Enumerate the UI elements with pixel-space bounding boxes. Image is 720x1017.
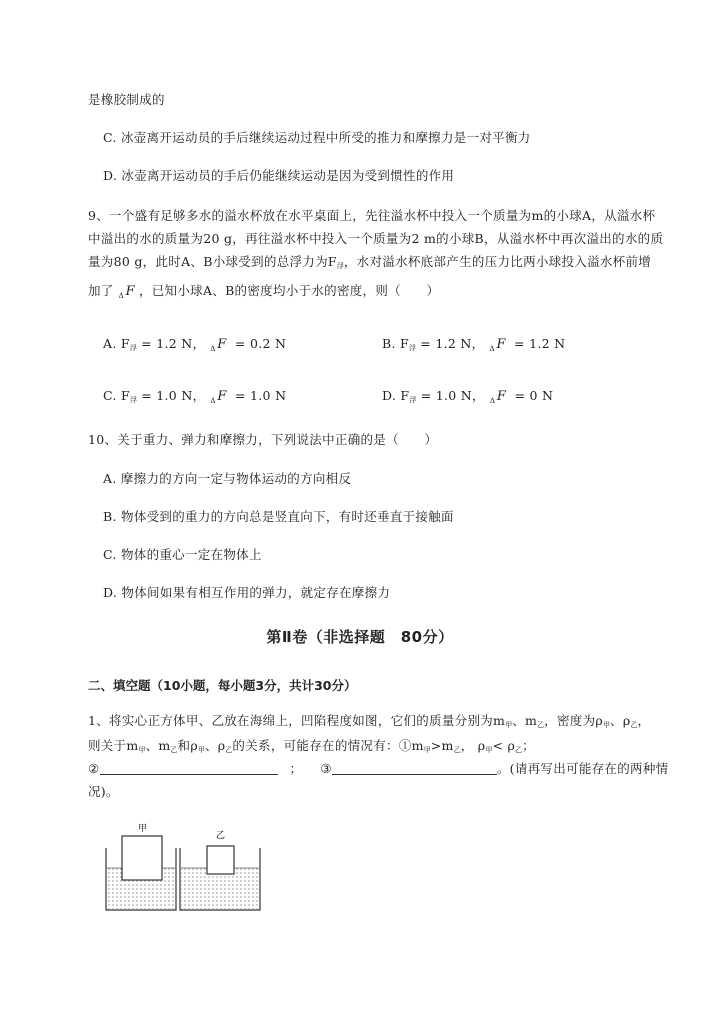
q9-option-a: A. $F_浮 = 1.2$ N， Δ F = 0.2 N xyxy=(103,336,287,353)
q9-line-1: 9、一个盛有足够多水的溢水杯放在水平桌面上，先往溢水杯中投入一个质量为m的小球A，从溢水杯 xyxy=(88,208,656,223)
q10-stem: 10、关于重力、弹力和摩擦力，下列说法中正确的是（ ） xyxy=(88,432,438,447)
section-title: 第Ⅱ卷（非选择题 80分） xyxy=(266,628,454,646)
label-jia: 甲 xyxy=(138,824,148,834)
prev-option-d: D. 冰壶离开运动员的手后仍能继续运动是因为受到惯性的作用 xyxy=(103,168,455,183)
part-two-title: 二、填空题（10小题，每小题3分，共计30分） xyxy=(88,678,357,693)
cube-jia xyxy=(122,836,162,880)
q10-option-d: D. 物体间如果有相互作用的弹力，就定存在摩擦力 xyxy=(103,585,391,600)
fill1-line-4: 况)。 xyxy=(88,784,119,799)
fill1-line-3: ② ； ③ 。(请再写出可能存在的两种情 xyxy=(88,761,669,776)
q10-option-c: C. 物体的重心一定在物体上 xyxy=(103,547,262,562)
q10-option-b: B. 物体受到的重力的方向总是竖直向下，有时还垂直于接触面 xyxy=(103,509,454,524)
q9-line-3: 量为80 g，此时A、B小球受到的总浮力为$F_浮$，水对溢水杯底部产生的压力比两小球投入溢水杯前增 xyxy=(88,254,652,270)
answer-blank-2[interactable] xyxy=(100,762,278,775)
prev-option-c: C. 冰壶离开运动员的手后继续运动过程中所受的推力和摩擦力是一对平衡力 xyxy=(103,130,531,145)
cube-yi xyxy=(207,846,234,874)
q9-line-4: 加了 Δ F ，已知小球A、B的密度均小于水的密度，则（ ） xyxy=(88,283,440,300)
sponge-cube-figure xyxy=(100,820,270,915)
delta-f-symbol: Δ F xyxy=(118,284,135,300)
q10-option-a: A. 摩擦力的方向一定与物体运动的方向相反 xyxy=(103,471,352,486)
q9-option-b: B. $F_浮 = 1.2$ N， Δ F = 1.2 N xyxy=(382,336,566,353)
fill1-line-2: 则关于$m_甲$、$m_乙$和$\rho_甲$、$\rho_乙$的关系，可能存在的情况有：$①m_甲>m_乙$， $\rho_甲< \rho_乙$； xyxy=(88,738,535,754)
q9-line-2: 中溢出的水的质量为20 g，再往溢水杯中投入一个质量为2 m的小球B，从溢水杯中再次溢出的水的质 xyxy=(88,231,664,246)
label-yi: 乙 xyxy=(216,831,226,841)
q9-option-d: D. $F_浮 = 1.0$ N， Δ F = 0 N xyxy=(382,388,554,405)
q9-option-c: C. $F_浮 = 1.0$ N， Δ F = 1.0 N xyxy=(103,388,287,405)
answer-blank-3[interactable] xyxy=(332,762,497,775)
fill1-line-1: 1、将实心正方体甲、乙放在海绵上，凹陷程度如图，它们的质量分别为$m_甲$、$m_乙$，密度为$\rho_甲$、$\rho_乙$， xyxy=(88,713,651,729)
prev-question-tail: 是橡胶制成的 xyxy=(88,92,165,107)
